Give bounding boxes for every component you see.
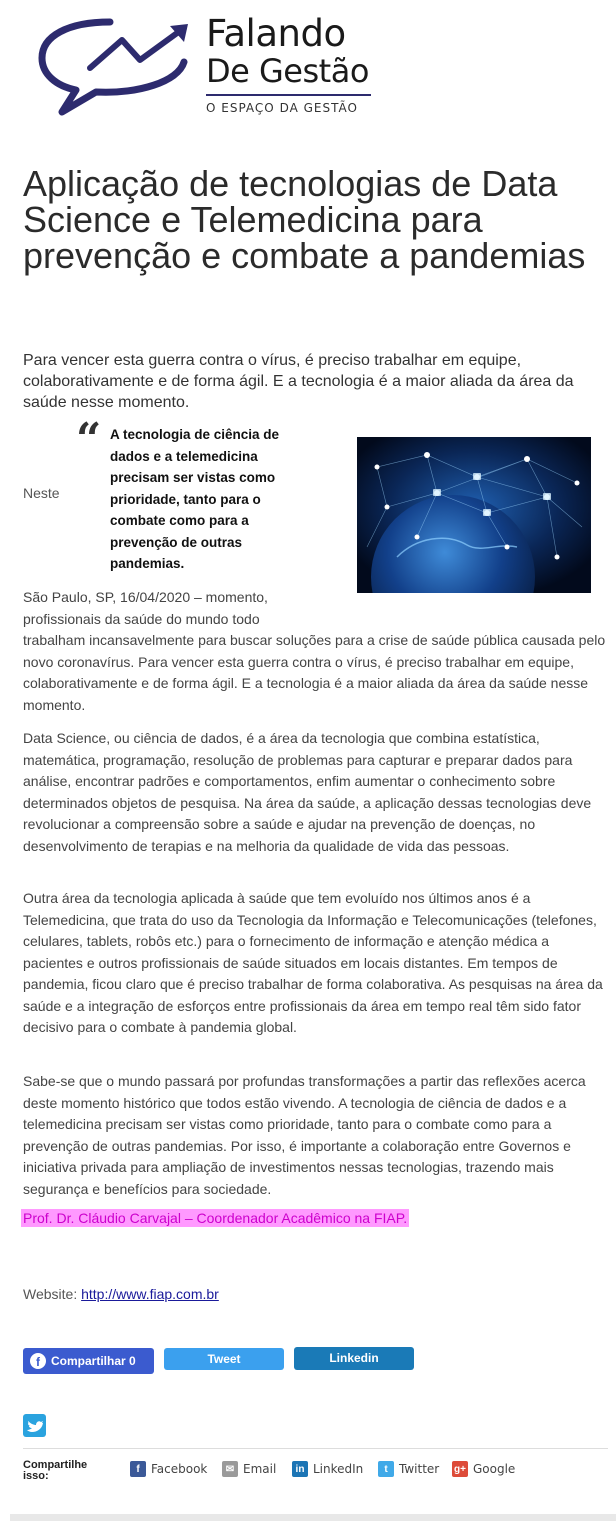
- share-twitter-button[interactable]: [378, 1458, 439, 1480]
- share-divider: [23, 1448, 608, 1449]
- google-plus-icon: g+: [452, 1461, 468, 1477]
- share-item-label: Twitter: [399, 1462, 440, 1476]
- logo-text-line1: Falando: [206, 12, 346, 55]
- paragraph-1: trabalham incansavelmente para buscar soluções para a crise de saúde pública causada pelo novo coronavírus. Para vencer esta guerra contra o vírus, é preciso trabalhar em equipe, colaborativamente e de forma ágil. E a tecnologia é a maior aliada da área da saúde nesse momento.: [23, 632, 606, 713]
- logo-divider: [206, 94, 371, 96]
- twitter-bird-icon[interactable]: [23, 1414, 46, 1437]
- share-item-label: Facebook: [151, 1462, 208, 1476]
- article-title: Aplicação de tecnologias de Data Science e Telemedicina para prevenção e combate a pandemias: [23, 163, 586, 276]
- facebook-share-button[interactable]: [23, 1348, 154, 1374]
- facebook-share-label: Compartilhar 0: [51, 1354, 136, 1368]
- paragraph-2: Data Science, ou ciência de dados, é a área da tecnologia que combina estatística, matemática, programação, resolução de problemas para capturar e preparar dados para análise, encontrar padrões e comportamentos, enfim aumentar o conhecimento sobre determinados objetos de pesquisa. Na área da saúde, a aplicação dessas tecnologias deve revolucionar a compreensão sobre a saúde e ajudar na prevenção de doenças, no desenvolvimento de terapias e na melhoria da qualidade de vida das pessoas.: [23, 730, 592, 854]
- share-email-button[interactable]: [222, 1458, 276, 1480]
- paragraph-1-start: São Paulo, SP, 16/04/2020 – momento, profissionais da saúde do mundo todo: [23, 589, 268, 627]
- twitter-icon: t: [378, 1461, 394, 1477]
- paragraph-4: Sabe-se que o mundo passará por profundas transformações a partir das reflexões acerca deste momento histórico que todos estão vivendo. A tecnologia de ciência de dados e a telemedicina precisam ser vistas como prioridade, tanto para o combate como para a prevenção de outras pandemias. Por isso, é importante a colaboração entre Governos e iniciativa privada para ampliação de investimentos nessas tecnologias, trazendo mais segurança e benefícios para sociedade.: [23, 1073, 586, 1197]
- linkedin-icon: in: [292, 1461, 308, 1477]
- share-linkedin-button[interactable]: [292, 1458, 363, 1480]
- author-credit: Prof. Dr. Cláudio Carvajal – Coordenador Acadêmico na FIAP.: [23, 1210, 408, 1226]
- paragraph-fragment: Neste: [23, 485, 60, 501]
- facebook-icon: f: [130, 1461, 146, 1477]
- pull-quote: A tecnologia de ciência de dados e a telemedicina precisam ser vistas como prioridade, tanto para o combate como para a prevenção de outras pandemias.: [110, 427, 280, 571]
- quote-mark-icon: “: [76, 414, 102, 465]
- share-item-label: Google: [473, 1462, 516, 1476]
- logo-text-line2: De Gestão: [206, 52, 369, 90]
- article-subtitle: Para vencer esta guerra contra o vírus, é preciso trabalhar em equipe, colaborativamente e de forma ágil. E a tecnologia é a maior aliada da área da saúde nesse momento.: [23, 352, 574, 411]
- footer-bar: [10, 1514, 616, 1521]
- website-label: Website:: [23, 1286, 82, 1302]
- site-logo[interactable]: [38, 6, 383, 118]
- website-line: [23, 1286, 219, 1302]
- share-item-label: Email: [243, 1462, 277, 1476]
- article-image-globe-network: [357, 437, 591, 593]
- paragraph-3: Outra área da tecnologia aplicada à saúde que tem evoluído nos últimos anos é a Telemedicina, que trata do uso da Tecnologia da Informação e Telecomunicações (telefones, celulares, tablets, robôs etc.) para o fornecimento de informação e atenção médica a pacientes e outros profissionais de saúde situados em locais distantes. Em tempos de pandemia, ficou claro que é preciso trabalhar de forma colaborativa. As pesquisas na área da saúde e a integração de esforços entre profissionais da área em tempo real têm sido fator decisivo para o combate à pandemia global.: [23, 890, 603, 1035]
- email-icon: ✉: [222, 1461, 238, 1477]
- tweet-button[interactable]: Tweet: [164, 1348, 284, 1370]
- share-label: Compartilhe isso:: [23, 1459, 88, 1482]
- share-facebook-button[interactable]: [130, 1458, 207, 1480]
- share-item-label: LinkedIn: [313, 1462, 364, 1476]
- facebook-icon: f: [30, 1353, 46, 1369]
- linkedin-button[interactable]: Linkedin: [294, 1347, 414, 1370]
- logo-tagline: O ESPAÇO DA GESTÃO: [206, 101, 358, 115]
- share-google-button[interactable]: [452, 1458, 515, 1480]
- website-link[interactable]: http://www.fiap.com.br: [81, 1286, 219, 1302]
